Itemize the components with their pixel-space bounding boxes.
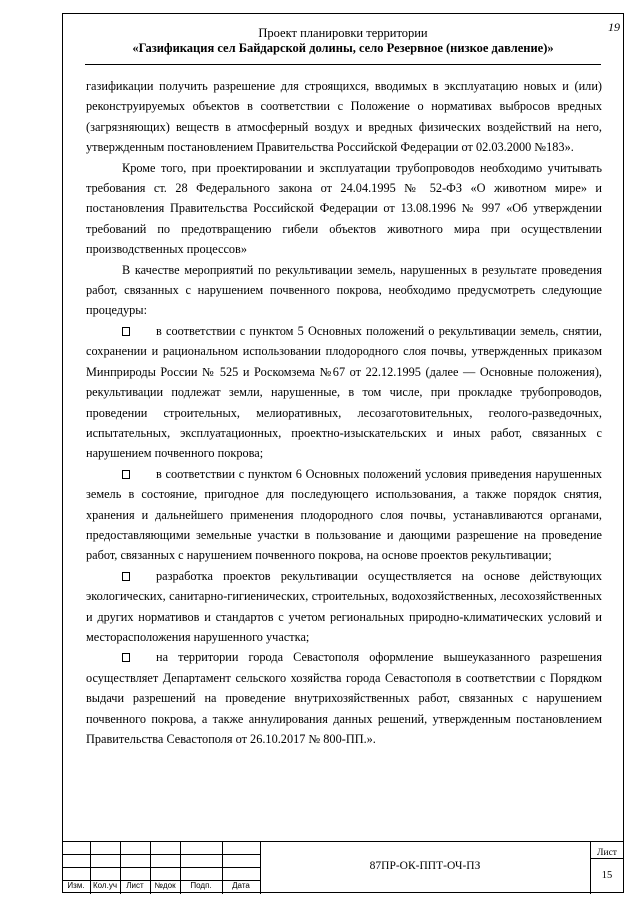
paragraph: газификации получить разрешение для строящихся, вводимых в эксплуатацию новых и (или) реконструируемых объектов в соответствии с Положение о нормативах выбросов вредных (загрязняющих) веществ в атмосферный воздух и вредных физических воздействий на него, утвержденным постановлением Правительства Российской Федерации от 02.03.2000 №183». xyxy=(86,79,602,155)
title-block-stamp xyxy=(62,841,624,893)
stamp-label-podp: Подп. xyxy=(190,881,212,890)
header-rule xyxy=(85,64,601,65)
list-item-text: разработка проектов рекультивации осуществляется на основе действующих экологических, санитарно-гигиенических, строительных, водохозяйственных, лесохозяйственных и других нормативов и стандартов с учетом региональных природно-климатических условий и месторасположения нарушенного участка; xyxy=(86,568,602,644)
stamp-label-list: Лист xyxy=(126,881,144,890)
list-item-text: на территории города Севастополя оформление вышеуказанного разрешения осуществляет Департамент сельского хозяйства города Севастополя в соответствии с Порядком выдачи разрешений на проведение внутрихозяйственных работ, связанных с нарушением почвенного покрова, а также аннулирования данных решений, утвержденным постановлением Правительства Севастополя от 26.10.2017 № 800-ПП.». xyxy=(86,650,602,746)
paragraph: Кроме того, при проектировании и эксплуатации трубопроводов необходимо учитывать требования ст. 28 Федерального закона от 24.04.1995 № 52-ФЗ «О животном мире» и постановления Правительства Российской Федерации от 13.08.1996 № 997 «Об утверждении требований по предотвращению гибели объектов животного мира при осуществлении производственных процессов» xyxy=(86,160,602,257)
stamp-label-kol-uch: Кол.уч xyxy=(93,881,117,890)
stamp-label-izm: Изм. xyxy=(67,881,85,890)
stamp-row-line xyxy=(62,854,260,855)
header-project-name: «Газификация сел Байдарской долины, село Резервное (низкое давление)» xyxy=(132,41,554,55)
list-item xyxy=(86,321,602,464)
stamp-label-ndok: №док xyxy=(154,881,176,890)
document-header xyxy=(62,26,624,56)
stamp-label-data: Дата xyxy=(232,881,250,890)
stamp-row-line xyxy=(62,867,260,868)
list-item-text: в соответствии с пунктом 5 Основных положений о рекультивации земель, снятии, сохранении и рациональном использовании плодородного слоя почвы, утвержденных приказом Минприроды России № 525 и Роскомзема №67 от 22.12.1995 (далее — Основные положения), рекультивации подлежат земли, нарушенные, в том числе, при прокладке трубопроводов, проведении строительных, мелиоративных, лесозаготовительных, геолого-разведочных, испытательных, эксплуатационных, проектно-изыскательских и иных работ, связанных с нарушением почвенного покрова; xyxy=(86,323,602,461)
corner-page-number: 19 xyxy=(608,20,620,34)
bullet-box-icon xyxy=(122,653,130,662)
stamp-row-line xyxy=(590,858,624,859)
paragraph: В качестве мероприятий по рекультивации земель, нарушенных в результате проведения работ, связанных с нарушением почвенного покрова, необходимо предусмотреть следующие процедуры: xyxy=(86,262,602,318)
header-title: Проект планировки территории xyxy=(258,26,428,40)
bullet-box-icon xyxy=(122,572,130,581)
sheet-label: Лист xyxy=(597,848,617,858)
bullet-box-icon xyxy=(122,470,130,479)
list-item xyxy=(86,566,602,648)
list-item-text: в соответствии с пунктом 6 Основных положений условия приведения нарушенных земель в состояние, пригодное для последующего использования, а также порядок снятия, хранения и дальнейшего применения плодородного слоя почвы, устанавливаются органами, предоставляющими земельные участки в пользование и дающими разрешение на проведение работ, связанных с нарушением почвенного покрова, на основе проектов рекультивации; xyxy=(86,466,602,563)
document-code: 87ПР-ОК-ППТ-ОЧ-ПЗ xyxy=(369,860,481,872)
document-body xyxy=(86,76,602,749)
sheet-number: 15 xyxy=(601,870,613,881)
list-item xyxy=(86,464,602,566)
list-item xyxy=(86,647,602,749)
bullet-box-icon xyxy=(122,327,130,336)
